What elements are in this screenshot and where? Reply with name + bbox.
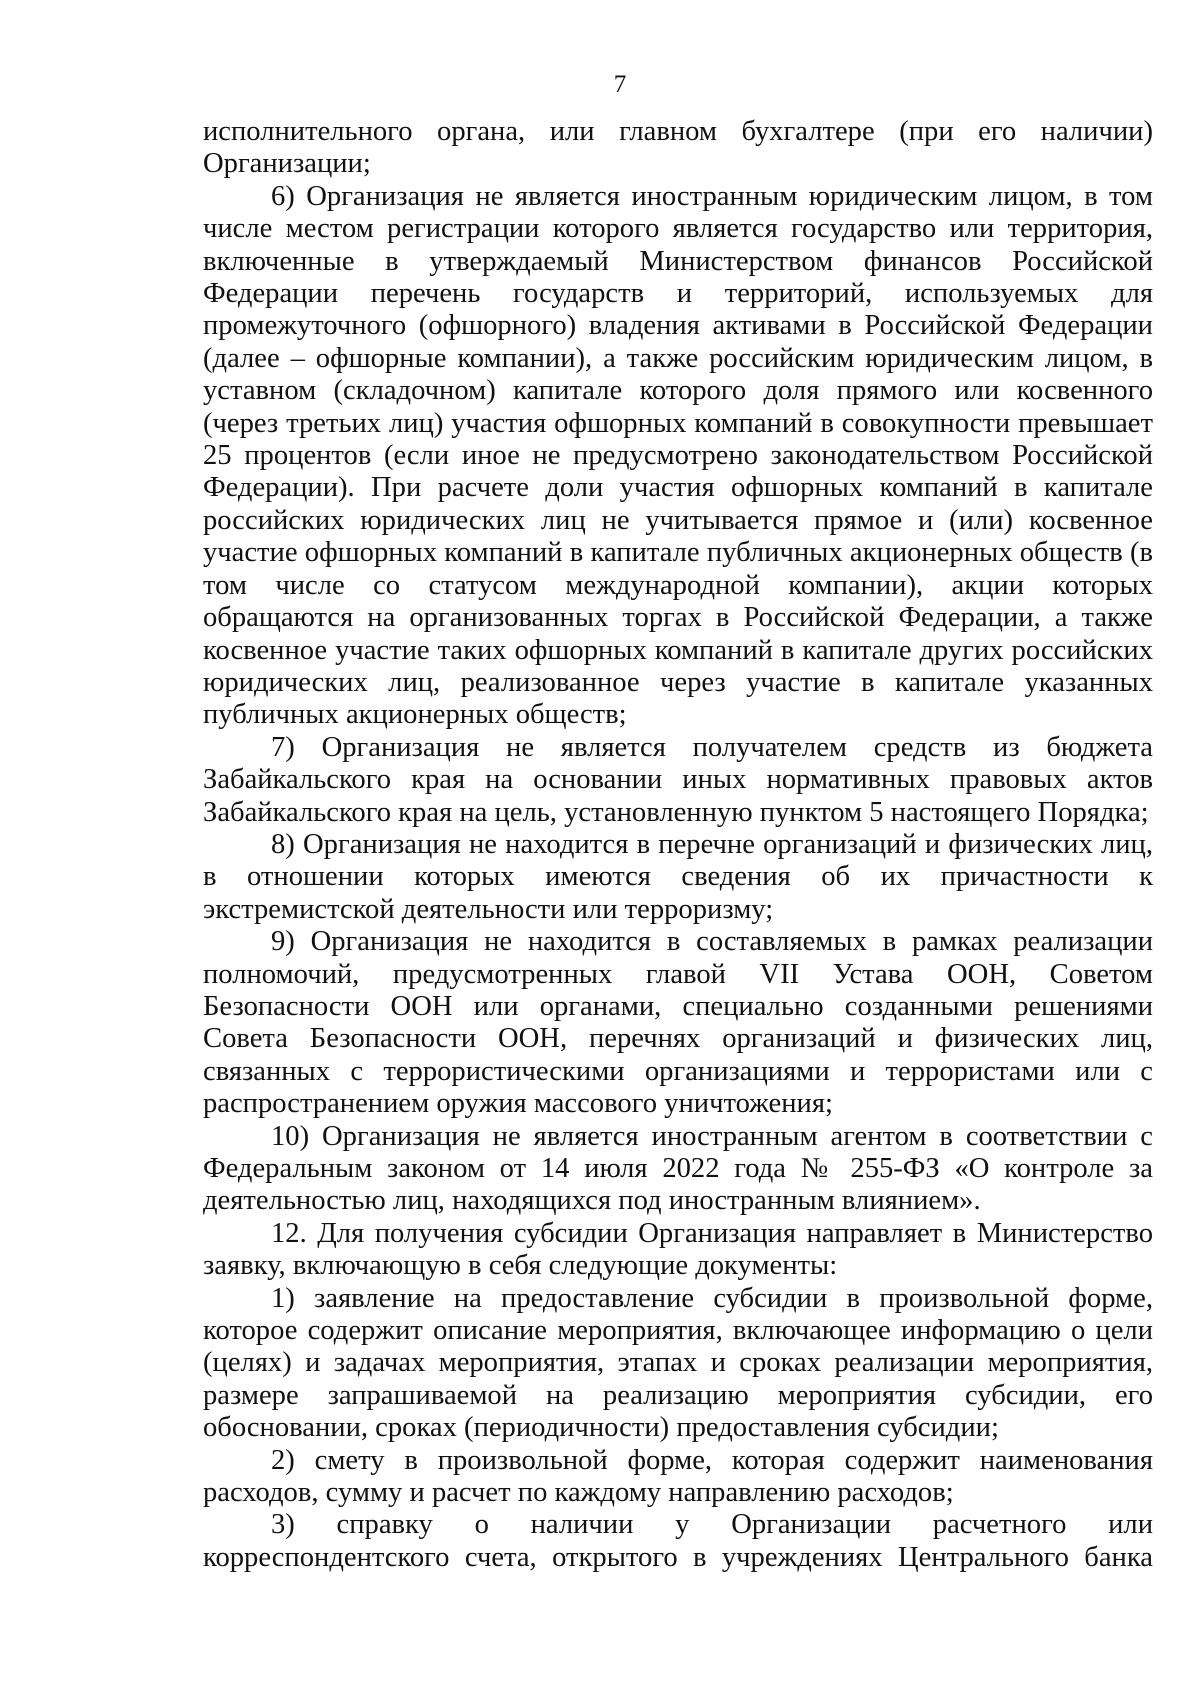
paragraph: 7) Организация не является получателем средств из бюджета Забайкальского края на основании иных нормативных правовых актов Забайкальского края на цель, установленную пунктом 5 настоящего Порядка; (203, 731, 1153, 828)
paragraph: 3) справку о наличии у Организации расчетного или корреспондентского счета, открытого в учреждениях Центрального банка (203, 1509, 1153, 1573)
document-body (203, 116, 1153, 1574)
paragraph: исполнительного органа, или главном бухгалтере (при его наличии) Организации; (203, 116, 1153, 180)
paragraph: 8) Организация не находится в перечне организаций и физических лиц, в отношении которых имеются сведения об их причастности к экстремистской деятельности или терроризму; (203, 828, 1153, 925)
paragraph: 9) Организация не находится в составляемых в рамках реализации полномочий, предусмотренных главой VII Устава ООН, Советом Безопасности ООН или органами, специально созданными решениями Совета Безопасности ООН, перечнях организаций и физических лиц, связанных с террористическими организациями и террористами или с распространением оружия массового уничтожения; (203, 926, 1153, 1120)
paragraph: 1) заявление на предоставление субсидии в произвольной форме, которое содержит описание мероприятия, включающее информацию о цели (целях) и задачах мероприятия, этапах и сроках реализации мероприятия, размере запрашиваемой на реализацию мероприятия субсидии, его обосновании, сроках (периодичности) предоставления субсидии; (203, 1282, 1153, 1444)
paragraph: 10) Организация не является иностранным агентом в соответствии с Федеральным законом от 14 июля 2022 года № 255-ФЗ «О контроле за деятельностью лиц, находящихся под иностранным влиянием». (203, 1120, 1153, 1217)
paragraph: 2) смету в произвольной форме, которая содержит наименования расходов, сумму и расчет по каждому направлению расходов; (203, 1444, 1153, 1509)
page-number: 7 (613, 71, 627, 98)
paragraph: 12. Для получения субсидии Организация направляет в Министерство заявку, включающую в себя следующие документы: (203, 1217, 1153, 1282)
paragraph: 6) Организация не является иностранным юридическим лицом, в том числе местом регистрации которого является государство или территория, включенные в утверждаемый Министерством финансов Российской Федерации перечень государств и территорий, используемых для промежуточного (офшорного) владения активами в Российской Федерации (далее – офшорные компании), а также российским юридическим лицом, в уставном (складочном) капитале которого доля прямого или косвенного (через третьих лиц) участия офшорных компаний в совокупности превышает 25 процентов (если иное не предусмотрено законодательством Российской Федерации). При расчете доли участия офшорных компаний в капитале российских юридических лиц не учитывается прямое и (или) косвенное участие офшорных компаний в капитале публичных акционерных обществ (в том числе со статусом международной компании), акции которых обращаются на организованных торгах в Российской Федерации, а также косвенное участие таких офшорных компаний в капитале других российских юридических лиц, реализованное через участие в капитале указанных публичных акционерных обществ; (203, 180, 1153, 731)
